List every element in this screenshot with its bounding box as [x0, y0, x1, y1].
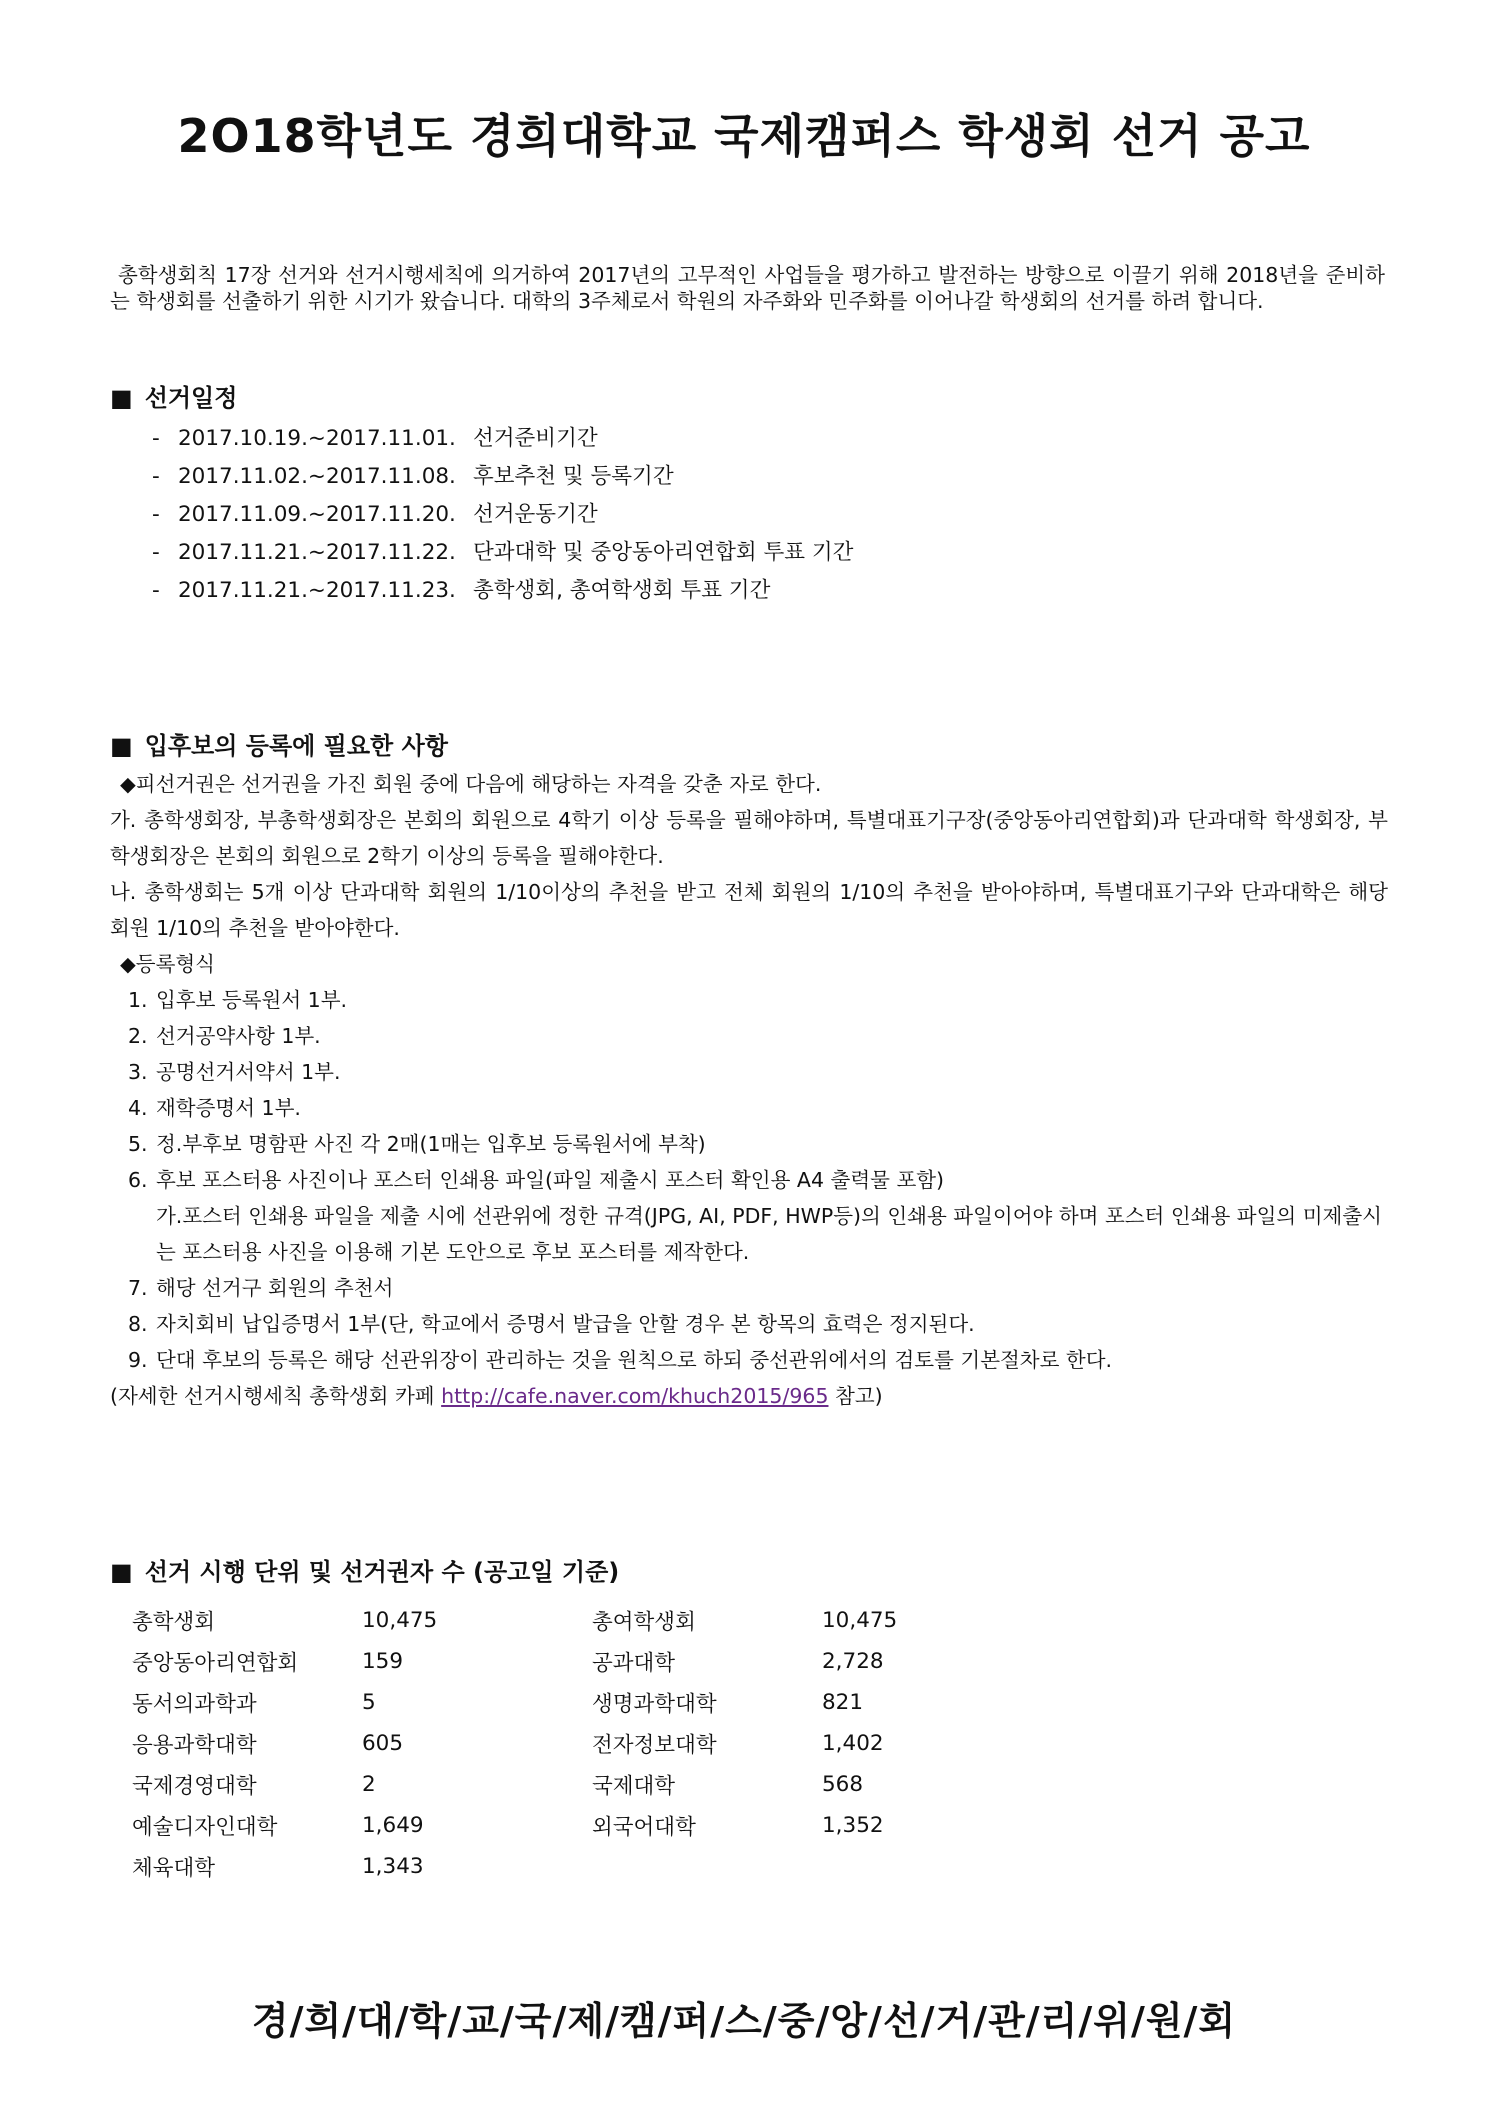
form-item-number: 5.: [128, 1132, 148, 1156]
schedule-desc: 후보추천 및 등록기간: [473, 464, 674, 489]
unit-count: 821: [822, 1690, 864, 1715]
unit-count: 2: [362, 1772, 376, 1797]
form-list: [110, 982, 1388, 1198]
square-bullet-icon: ■: [110, 384, 133, 412]
form-item-number: 7.: [128, 1276, 148, 1300]
form-item-text: 단대 후보의 등록은 해당 선관위장이 관리하는 것을 원칙으로 하되 중선관위에서의 검토를 기본절차로 한다.: [156, 1348, 1113, 1372]
unit-count: 5: [362, 1690, 376, 1715]
form-item-number: 4.: [128, 1096, 148, 1120]
schedule-date: 2017.10.19.~2017.11.01.: [178, 426, 456, 451]
unit-count: 1,352: [822, 1813, 884, 1838]
schedule-heading: [110, 378, 237, 413]
schedule-date: 2017.11.09.~2017.11.20.: [178, 502, 456, 527]
schedule-date: 2017.11.02.~2017.11.08.: [178, 464, 456, 489]
table-row: [132, 1764, 982, 1805]
unit-count: 568: [822, 1772, 864, 1797]
schedule-desc: 선거준비기간: [473, 426, 598, 451]
form-item: [110, 1270, 1388, 1306]
schedule-item: - 2017.10.19.~2017.11.01. 선거준비기간: [152, 420, 853, 458]
form-sub-item-marker: 가.: [156, 1204, 183, 1228]
unit-name: 예술디자인대학: [132, 1815, 278, 1840]
unit-count: 2,728: [822, 1649, 884, 1674]
form-heading: ◆등록형식: [120, 952, 215, 976]
unit-name: 응용과학대학: [132, 1733, 257, 1758]
form-list-continued: [110, 1270, 1388, 1378]
form-item: [110, 1090, 1388, 1126]
unit-name: 국제대학: [592, 1774, 676, 1799]
unit-count: 10,475: [822, 1608, 898, 1633]
schedule-list: [152, 420, 853, 610]
unit-name: [592, 1846, 822, 1887]
form-item: [110, 1162, 1388, 1198]
form-item: [110, 1054, 1388, 1090]
form-sub-item-text: 포스터 인쇄용 파일을 제출 시에 선관위에 정한 규격(JPG, AI, PDF, HWP등)의 인쇄용 파일이어야 하며 포스터 인쇄용 파일의 미제출시는 포스터용 사진을 이용해 기본 도안으로 후보 포스터를 제작한다.: [156, 1204, 1382, 1264]
unit-count: 605: [362, 1731, 404, 1756]
table-row: [132, 1846, 982, 1887]
square-bullet-icon: ■: [110, 1558, 133, 1586]
form-item-number: 6.: [128, 1168, 148, 1192]
form-item-text: 자치회비 납입증명서 1부(단, 학교에서 증명서 발급을 안할 경우 본 항목의 효력은 정지된다.: [156, 1312, 975, 1336]
unit-count: 1,649: [362, 1813, 424, 1838]
units-heading: [110, 1552, 619, 1587]
form-item-text: 공명선거서약서 1부.: [156, 1060, 341, 1084]
form-item: [110, 982, 1388, 1018]
form-item-number: 3.: [128, 1060, 148, 1084]
unit-name: 체육대학: [132, 1856, 216, 1881]
schedule-item: - 2017.11.02.~2017.11.08. 후보추천 및 등록기간: [152, 458, 853, 496]
schedule-date: 2017.11.21.~2017.11.23.: [178, 578, 456, 603]
table-row: [132, 1641, 982, 1682]
form-item-text: 입후보 등록원서 1부.: [156, 988, 348, 1012]
requirements-body: [110, 766, 1388, 1414]
form-item: [110, 1342, 1388, 1378]
unit-count: 159: [362, 1649, 404, 1674]
form-item-text: 정.부후보 명함판 사진 각 2매(1매는 입후보 등록원서에 부착): [156, 1132, 706, 1156]
units-heading-text: 선거 시행 단위 및 선거권자 수 (공고일 기준): [144, 1558, 620, 1586]
issuer-signature: 경/희/대/학/교/국/제/캠/퍼/스/중/앙/선/거/관/리/위/원/회: [251, 1999, 1237, 2043]
form-item-number: 1.: [128, 988, 148, 1012]
form-item-number: 8.: [128, 1312, 148, 1336]
form-item-number: 9.: [128, 1348, 148, 1372]
reference-note: [110, 1378, 1388, 1414]
unit-name: 전자정보대학: [592, 1733, 717, 1758]
schedule-date: 2017.11.21.~2017.11.22.: [178, 540, 456, 565]
unit-name: 외국어대학: [592, 1815, 696, 1840]
schedule-desc: 총학생회, 총여학생회 투표 기간: [473, 578, 771, 603]
reference-note-prefix: (자세한 선거시행세칙 총학생회 카페: [110, 1384, 435, 1408]
unit-name: 총학생회: [132, 1610, 216, 1635]
unit-name: 국제경영대학: [132, 1774, 257, 1799]
unit-count: 1,343: [362, 1854, 424, 1879]
eligibility-clause-ga: 가. 총학생회장, 부총학생회장은 본회의 회원으로 4학기 이상 등록을 필해야하며, 특별대표기구장(중앙동아리연합회)과 단과대학 학생회장, 부학생회장은 본회의 회원으로 2학기 이상의 등록을 필해야한다.: [110, 808, 1388, 868]
unit-name: 총여학생회: [592, 1610, 696, 1635]
schedule-item: - 2017.11.21.~2017.11.23. 총학생회, 총여학생회 투표 기간: [152, 572, 853, 610]
unit-name: 중앙동아리연합회: [132, 1651, 299, 1676]
form-item-text: 해당 선거구 회원의 추천서: [156, 1276, 394, 1300]
unit-count: [822, 1846, 982, 1887]
form-item: [110, 1126, 1388, 1162]
table-row: [132, 1723, 982, 1764]
intro-paragraph: 총학생회칙 17장 선거와 선거시행세칙에 의거하여 2017년의 고무적인 사업들을 평가하고 발전하는 방향으로 이끌기 위해 2018년을 준비하는 학생회를 선출하기 위한 시기가 왔습니다. 대학의 3주체로서 학원의 자주화와 민주화를 이어나갈 학생회의 선거를 하려 합니다.: [110, 263, 1385, 313]
schedule-item: - 2017.11.09.~2017.11.20. 선거운동기간: [152, 496, 853, 534]
unit-name: 공과대학: [592, 1651, 676, 1676]
form-sub-item: [110, 1198, 1388, 1270]
schedule-heading-text: 선거일정: [144, 384, 238, 412]
form-item: [110, 1018, 1388, 1054]
requirements-heading-text: 입후보의 등록에 필요한 사항: [144, 732, 448, 760]
eligibility-clause-na: 나. 총학생회는 5개 이상 단과대학 회원의 1/10이상의 추천을 받고 전체 회원의 1/10의 추천을 받아야하며, 특별대표기구와 단과대학은 해당 회원 1/10의 추천을 받아야한다.: [110, 880, 1388, 940]
form-item: [110, 1306, 1388, 1342]
eligibility-intro: ◆피선거권은 선거권을 가진 회원 중에 다음에 해당하는 자격을 갖춘 자로 한다.: [120, 772, 822, 796]
schedule-desc: 선거운동기간: [473, 502, 598, 527]
form-item-text: 선거공약사항 1부.: [156, 1024, 321, 1048]
table-row: [132, 1600, 982, 1641]
form-item-text: 재학증명서 1부.: [156, 1096, 301, 1120]
unit-name: 동서의과학과: [132, 1692, 257, 1717]
schedule-desc: 단과대학 및 중앙동아리연합회 투표 기간: [473, 540, 854, 565]
cafe-link[interactable]: http://cafe.naver.com/khuch2015/965: [441, 1384, 829, 1408]
voter-count-table: [132, 1600, 982, 1887]
reference-note-suffix: 참고): [835, 1384, 883, 1408]
table-row: [132, 1805, 982, 1846]
unit-name: 생명과학대학: [592, 1692, 717, 1717]
requirements-heading: [110, 726, 448, 761]
table-row: [132, 1682, 982, 1723]
unit-count: 1,402: [822, 1731, 884, 1756]
form-item-number: 2.: [128, 1024, 148, 1048]
form-item-text: 후보 포스터용 사진이나 포스터 인쇄용 파일(파일 제출시 포스터 확인용 A4 출력물 포함): [156, 1168, 945, 1192]
unit-count: 10,475: [362, 1608, 438, 1633]
page-title: 2O18학년도 경희대학교 국제캠퍼스 학생회 선거 공고: [177, 109, 1311, 163]
square-bullet-icon: ■: [110, 732, 133, 760]
schedule-item: - 2017.11.21.~2017.11.22. 단과대학 및 중앙동아리연합회 투표 기간: [152, 534, 853, 572]
